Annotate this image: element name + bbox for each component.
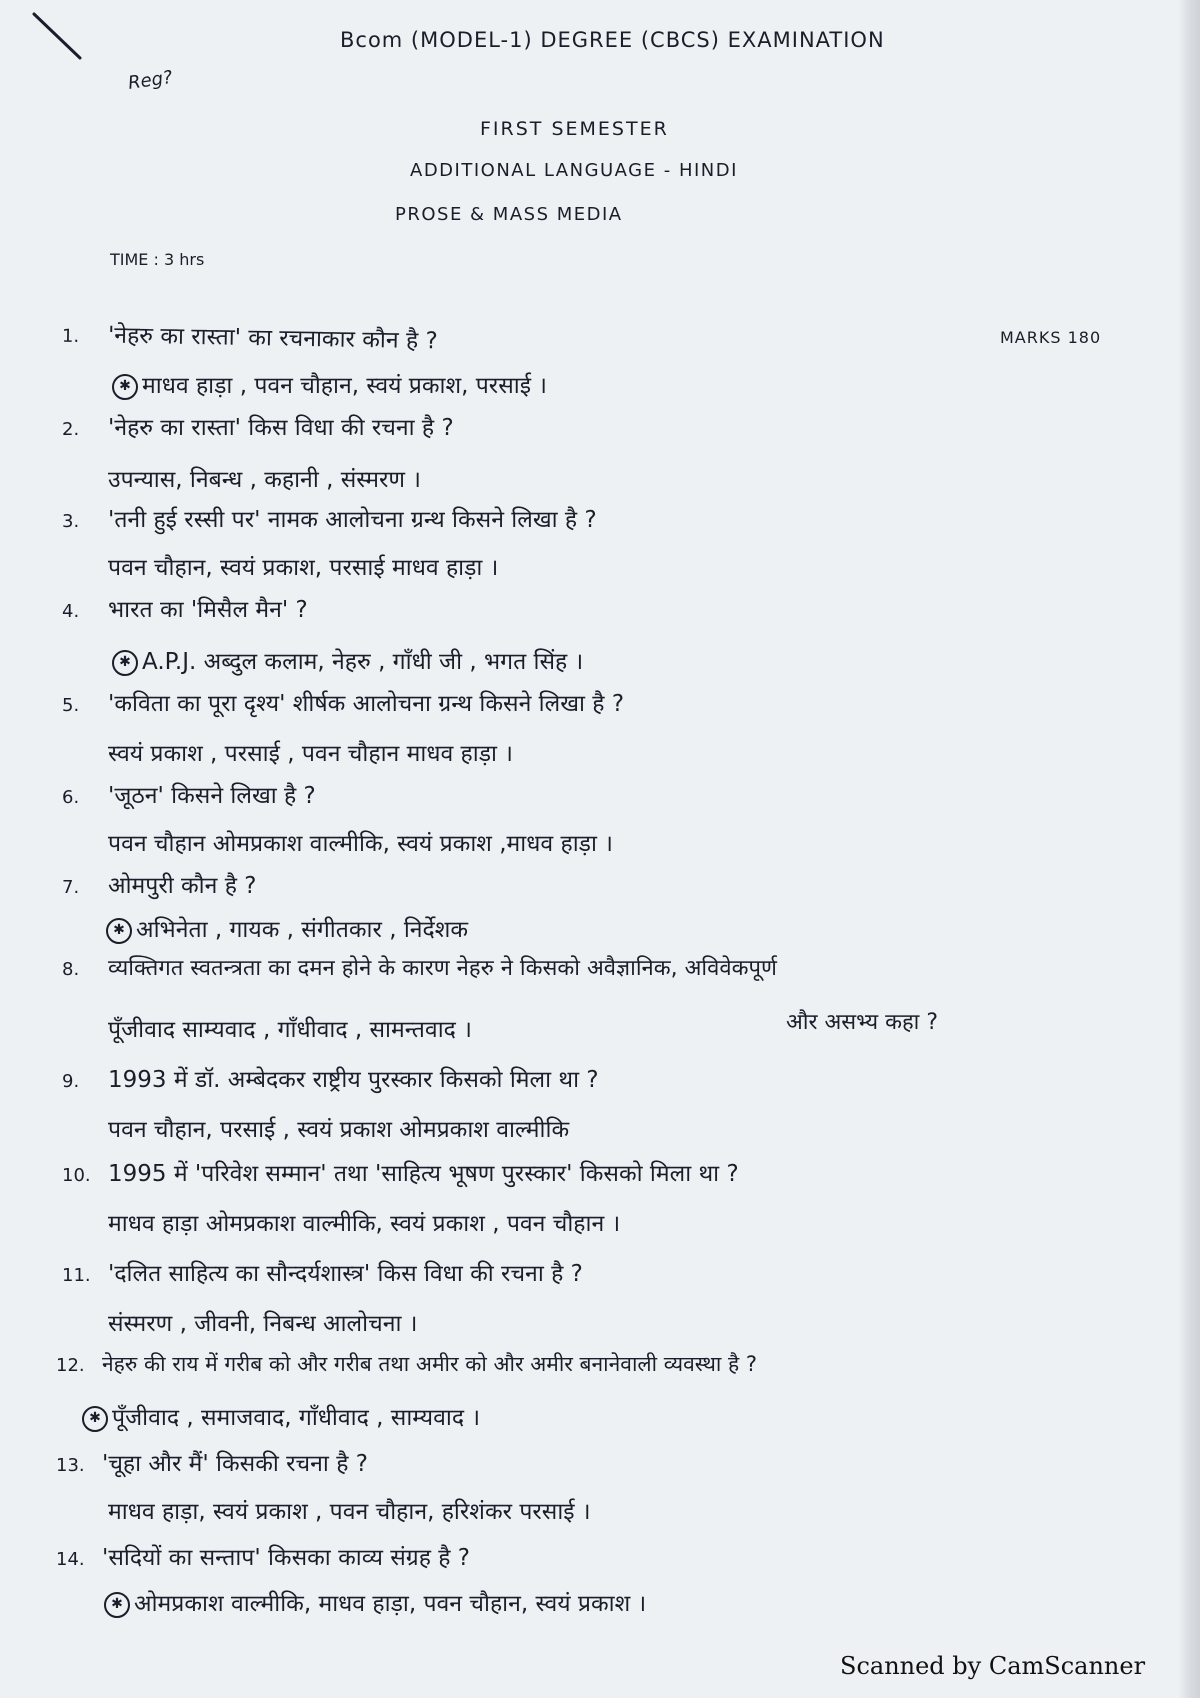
answer-14: [100, 1586, 646, 1618]
paper-heading: PROSE & MASS MEDIA: [395, 204, 623, 225]
question-10: [62, 1156, 739, 1188]
question-3: [62, 502, 597, 534]
question-number: 5.: [62, 695, 80, 716]
page-edge-shadow: [1178, 0, 1200, 1698]
answer-mark-icon: ✱: [82, 1406, 108, 1432]
answer-options: पूँजीवाद साम्यवाद , गाँधीवाद , सामन्तवाद ।: [108, 1017, 472, 1043]
register-note: Reg?: [126, 67, 174, 94]
answer-1: [108, 368, 547, 400]
answer-options: पवन चौहान, परसाई , स्वयं प्रकाश ओमप्रकाश वाल्मीकि: [108, 1117, 570, 1143]
answer-mark-icon: ✱: [112, 374, 138, 400]
answer-12: [78, 1400, 480, 1432]
question-text: 'नेहरु का रास्ता' किस विधा की रचना है ?: [108, 415, 454, 441]
question-text: 'चूहा और मैं' किसकी रचना है ?: [102, 1451, 368, 1477]
answer-mark-icon: ✱: [104, 1592, 130, 1618]
question-8-continued: और असभ्य कहा ?: [786, 1010, 939, 1035]
question-number: 14.: [56, 1549, 85, 1570]
answer-options: पवन चौहान, स्वयं प्रकाश, परसाई माधव हाड़ा ।: [108, 555, 499, 581]
question-number: 9.: [62, 1071, 80, 1092]
answer-options: पूँजीवाद , समाजवाद, गाँधीवाद , साम्यवाद ।: [112, 1405, 481, 1431]
question-11: [62, 1256, 583, 1288]
question-number: 4.: [62, 601, 80, 622]
answer-2: [108, 462, 421, 494]
question-text: नेहरु की राय में गरीब को और गरीब तथा अमीर को और अमीर बनानेवाली व्यवस्था है ?: [102, 1352, 758, 1376]
question-text: 'सदियों का सन्ताप' किसका काव्य संग्रह है ?: [102, 1545, 470, 1571]
corner-pen-mark: [30, 8, 90, 68]
answer-options: उपन्यास, निबन्ध , कहानी , संस्मरण ।: [108, 467, 422, 493]
question-text: 'कविता का पूरा दृश्य' शीर्षक आलोचना ग्रन्थ किसने लिखा है ?: [108, 691, 625, 717]
question-number: 13.: [56, 1455, 85, 1476]
exam-title: Bcom (MODEL-1) DEGREE (CBCS) EXAMINATION: [340, 28, 885, 52]
answer-6: [108, 826, 613, 858]
subject-heading: ADDITIONAL LANGUAGE - HINDI: [410, 160, 738, 181]
question-5: [62, 686, 624, 718]
question-text: 'जूठन' किसने लिखा है ?: [108, 783, 316, 809]
question-text: 'तनी हुई रस्सी पर' नामक आलोचना ग्रन्थ किसने लिखा है ?: [108, 507, 597, 533]
question-text: ओमपुरी कौन है ?: [108, 873, 257, 899]
answer-options: पवन चौहान ओमप्रकाश वाल्मीकि, स्वयं प्रकाश ,माधव हाड़ा ।: [108, 831, 613, 857]
semester-heading: FIRST SEMESTER: [480, 118, 669, 140]
question-6: [62, 778, 316, 810]
answer-options: स्वयं प्रकाश , परसाई , पवन चौहान माधव हाड़ा ।: [108, 741, 514, 767]
answer-7: [102, 912, 468, 944]
answer-5: [108, 736, 513, 768]
answer-11: [108, 1306, 417, 1338]
answer-4: [108, 644, 583, 676]
question-8: [62, 952, 777, 982]
question-number: 3.: [62, 511, 80, 532]
answer-mark-icon: ✱: [112, 650, 138, 676]
question-7: [62, 868, 256, 900]
answer-options: अभिनेता , गायक , संगीतकार , निर्देशक: [136, 917, 469, 943]
question-number: 7.: [62, 877, 80, 898]
marks-label: MARKS 180: [1000, 328, 1102, 347]
answer-3: [108, 550, 498, 582]
answer-options: माधव हाड़ा ओमप्रकाश वाल्मीकि, स्वयं प्रकाश , पवन चौहान ।: [108, 1211, 621, 1237]
question-9: [62, 1062, 599, 1094]
question-text: 'दलित साहित्य का सौन्दर्यशास्त्र' किस विधा की रचना है ?: [108, 1261, 583, 1287]
question-13: [56, 1446, 368, 1478]
question-number: 8.: [62, 959, 80, 980]
answer-options: संस्मरण , जीवनी, निबन्ध आलोचना ।: [108, 1311, 418, 1337]
question-number: 2.: [62, 419, 80, 440]
question-text: व्यक्तिगत स्वतन्त्रता का दमन होने के कारण नेहरु ने किसको अवैज्ञानिक, अविवेकपूर्ण: [108, 956, 777, 981]
answer-options: ओमप्रकाश वाल्मीकि, माधव हाड़ा, पवन चौहान, स्वयं प्रकाश ।: [134, 1591, 647, 1617]
question-text: भारत का 'मिसैल मैन' ?: [108, 597, 308, 623]
question-number: 12.: [56, 1355, 85, 1376]
question-text: 1993 में डॉ. अम्बेदकर राष्ट्रीय पुरस्कार किसको मिला था ?: [108, 1067, 599, 1093]
question-2: [62, 410, 454, 442]
question-14: [56, 1540, 470, 1572]
answer-9: [108, 1112, 569, 1144]
question-12: [56, 1350, 757, 1378]
scanner-watermark: Scanned by CamScanner: [840, 1652, 1146, 1680]
question-number: 11.: [62, 1265, 91, 1286]
question-number: 6.: [62, 787, 80, 808]
time-label: TIME : 3 hrs: [110, 250, 205, 269]
question-text: 1995 में 'परिवेश सम्मान' तथा 'साहित्य भूषण पुरस्कार' किसको मिला था ?: [108, 1161, 739, 1187]
question-text: 'नेहरु का रास्ता' का रचनाकार कौन है ?: [107, 322, 438, 355]
question-number: 10.: [62, 1165, 91, 1186]
answer-10: [108, 1206, 620, 1238]
question-4: [62, 592, 308, 624]
answer-13: [108, 1494, 591, 1526]
answer-mark-icon: ✱: [106, 918, 132, 944]
answer-options: माधव हाड़ा, स्वयं प्रकाश , पवन चौहान, हरिशंकर परसाई ।: [108, 1499, 591, 1525]
answer-options: A.P.J. अब्दुल कलाम, नेहरु , गाँधी जी , भगत सिंह ।: [142, 649, 584, 675]
answer-options: माधव हाड़ा , पवन चौहान, स्वयं प्रकाश, परसाई ।: [142, 373, 548, 399]
question-number: 1.: [61, 325, 80, 348]
question-1: [62, 317, 438, 356]
answer-8: [108, 1012, 472, 1044]
